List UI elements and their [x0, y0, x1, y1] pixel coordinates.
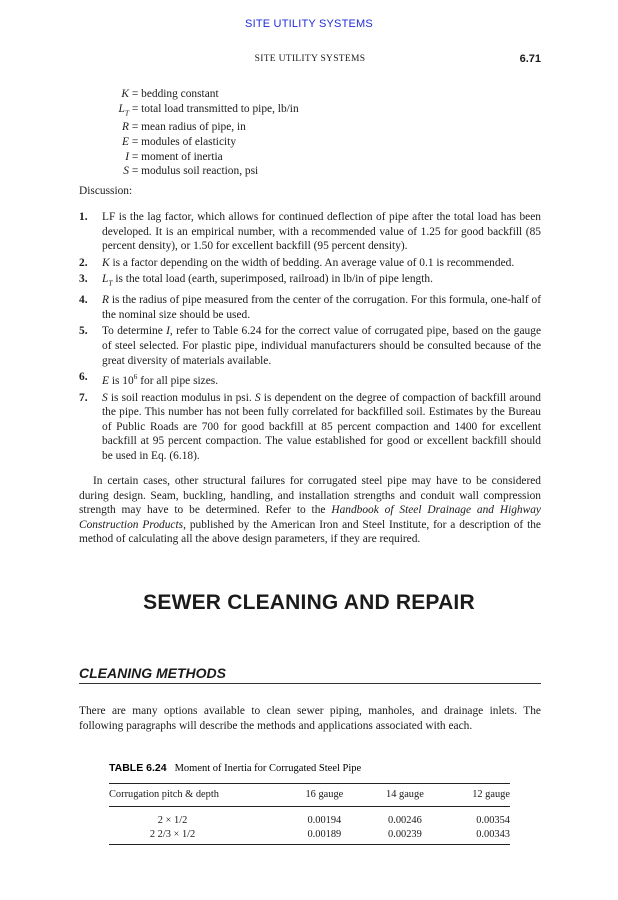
table-cell: 0.00239	[365, 827, 446, 845]
table-cell: 0.00194	[307, 814, 342, 826]
body-paragraph: There are many options available to clean sewer piping, manholes, and drainage inlets. The following paragraphs will describe the methods and applications associated with each.	[79, 705, 541, 732]
body-paragraph: In certain cases, other structural failures for corrugated steel pipe may have to be considered during design. Seam, buckling, handling, and installation strengths and conduit wall compression strength may have to be determined. Refer to the Handbook of Steel Drainage and Highway Construction Products, published by the American Iron and Steel Institute, for a description of the method of calculating all the above design parameters, if they are required.	[79, 475, 541, 546]
page-header	[79, 54, 541, 68]
table-row	[109, 807, 510, 828]
definition-line: E = modules of elasticity	[122, 136, 237, 149]
list-item: 7. S is soil reaction modulus in psi. S is dependent on the degree of compaction of backfill around the pipe. This number has not been fully correlated for backfilled soil. Estimates by the Bureau of Public Roads are 700 for good backfill at 85 percent compaction and 1400 for excellent backfill at 95 percent compaction. The value established for good or excellent backfill should be used in Eq. (6.18).	[79, 391, 541, 462]
table-cell: 0.00354	[476, 814, 510, 826]
table-label: TABLE 6.24	[109, 762, 167, 774]
running-head: SITE UTILITY SYSTEMS	[245, 18, 373, 30]
definition-line: S = modulus soil reaction, psi	[123, 165, 259, 178]
table-block	[109, 762, 510, 845]
definition-line: K = bedding constant	[121, 88, 219, 100]
definition-line: $L_T$ = total load transmitted to pipe, lb/in	[118, 102, 299, 117]
table-row	[109, 827, 510, 845]
list-item: 3. $L_T$ is the total load (earth, superimposed, railroad) in lb/in of pipe length.	[79, 273, 433, 288]
column-header: 16 gauge	[284, 784, 365, 807]
list-item: 6. E is $10^6$ for all pipe sizes.	[79, 371, 219, 388]
numbered-list	[79, 210, 541, 466]
column-header: 14 gauge	[365, 784, 446, 807]
section-title: SEWER CLEANING AND REPAIR	[143, 591, 475, 614]
list-item: 5. To determine I, refer to Table 6.24 for the correct value of corrugated pipe, based on the gauge of steel selected. For plastic pipe, individual manufacturers should be consulted because of the great diversity of materials available.	[79, 325, 541, 367]
column-header: Corrugation pitch & depth	[109, 784, 284, 807]
table-header-row	[109, 784, 510, 807]
table-cell: 0.00246	[388, 814, 422, 826]
inertia-table	[109, 783, 510, 845]
discussion-label: Discussion:	[79, 185, 133, 197]
definition-line: I = moment of inertia	[125, 150, 223, 163]
table-cell: 0.00189	[284, 827, 365, 845]
column-header: 12 gauge	[445, 784, 510, 807]
table-title: Moment of Inertia for Corrugated Steel Pipe	[174, 763, 362, 774]
list-item: 1. LF is the lag factor, which allows for continued deflection of pipe after the total load has been developed. It is an empirical number, with a recommended value of 1.25 for good backfill (85 percent density), or 1.50 for excellent backfill (95 percent density).	[79, 211, 541, 253]
subheading: CLEANING METHODS	[79, 665, 541, 684]
table-cell: 2 2/3 × 1/2	[109, 827, 284, 845]
list-item: 4. R is the radius of pipe measured from the center of the corrugation. For this formula, one-half of the nominal size should be used.	[79, 294, 541, 321]
table-caption	[109, 762, 510, 774]
list-item: 2. K is a factor depending on the width of bedding. An average value of 0.1 is recommended.	[79, 256, 515, 269]
table-cell: 0.00343	[445, 827, 510, 845]
definition-line: R = mean radius of pipe, in	[122, 121, 246, 134]
table-cell: 2 × 1/2	[157, 814, 188, 826]
page-number: 6.71	[519, 53, 541, 65]
variable-definitions	[112, 87, 299, 179]
header-title: SITE UTILITY SYSTEMS	[254, 54, 366, 64]
